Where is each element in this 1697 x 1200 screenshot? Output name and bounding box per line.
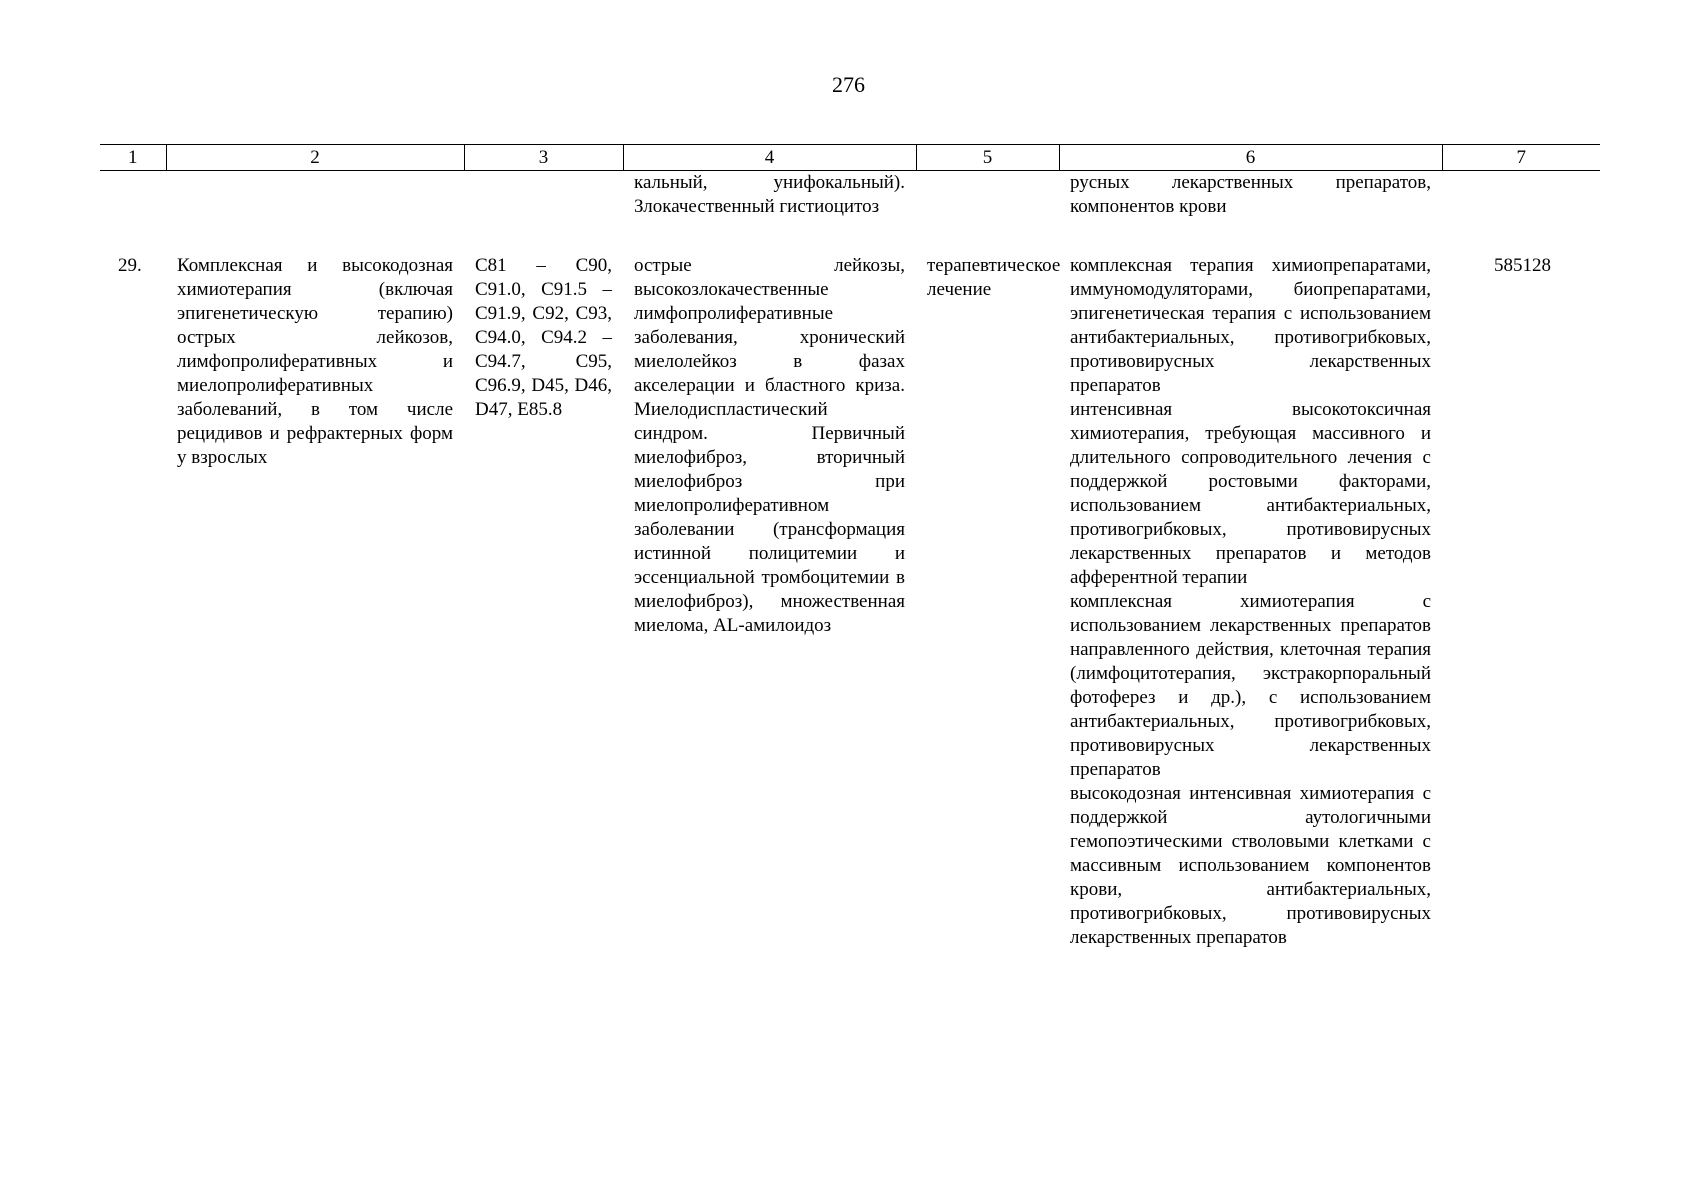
method-item: интенсивная высокотоксичная химиотерапия, требующая массивного и длительного сопроводительного лечения с поддержкой ростовыми факторами, использованием антибактериальных, противогрибковых, противовирусных лекарственных препаратов и методов афферентной терапии [1070, 399, 1431, 588]
method-item: комплексная терапия химиопрепаратами, иммуномодуляторами, биопрепаратами, эпигенетическая терапия с использованием антибактериальных, противогрибковых, противовирусных лекарственных препаратов [1070, 255, 1431, 396]
continuation-row [100, 171, 1600, 255]
treatment-methods [1059, 254, 1442, 950]
medical-care-table [100, 144, 1600, 950]
header-col-4: 4 [623, 145, 916, 171]
icd-codes: C81 – C90, C91.0, C91.5 – C91.9, C92, C93, C94.0, C94.2 – C94.7, C95, C96.9, D45, D46, D47, E85.8 [475, 255, 612, 420]
care-type-name: Комплексная и высокодозная химиотерапия (включая эпигенетическую терапию) острых лейкозов, лимфопролиферативных и миелопролиферативных заболеваний, в том числе рецидивов и рефрактерных форм у взрослых [177, 255, 453, 468]
page-number: 276 [832, 72, 865, 97]
treatment-type: терапевтическое лечение [927, 255, 1061, 300]
continuation-diagnosis: кальный, унифокальный). Злокачественный гистиоцитоз [634, 172, 905, 217]
header-col-1: 1 [100, 145, 166, 171]
patient-model: острые лейкозы, высокозлокачественные лимфопролиферативные заболевания, хронический миелолейкоз в фазах акселерации и бластного криза. Миелодиспластический синдром. Первичный миелофиброз, вторичный миелофиброз при миелопролиферативном заболевании (трансформация истинной полицитемии и эссенциальной тромбоцитемии в миелофиброз), множественная миелома, AL-амилоидоз [634, 255, 905, 636]
cost-value: 585128 [1494, 255, 1551, 276]
header-col-3: 3 [464, 145, 623, 171]
continuation-methods: русных лекарственных препаратов, компонентов крови [1070, 172, 1431, 217]
row-number: 29. [118, 255, 142, 276]
header-col-2: 2 [166, 145, 464, 171]
method-item: высокодозная интенсивная химиотерапия с поддержкой аутологичными гемопоэтическими стволовыми клетками с массивным использованием компонентов крови, антибактериальных, противогрибковых, противовирусных лекарственных препаратов [1070, 783, 1431, 948]
table-row [100, 254, 1600, 950]
header-col-7: 7 [1442, 145, 1600, 171]
header-col-5: 5 [916, 145, 1059, 171]
header-row [100, 145, 1600, 171]
header-col-6: 6 [1059, 145, 1442, 171]
method-item: комплексная химиотерапия с использованием лекарственных препаратов направленного действия, клеточная терапия (лимфоцитотерапия, экстракорпоральный фотоферез и др.), с использованием антибактериальных, противогрибковых, противовирусных лекарственных препаратов [1070, 591, 1431, 780]
